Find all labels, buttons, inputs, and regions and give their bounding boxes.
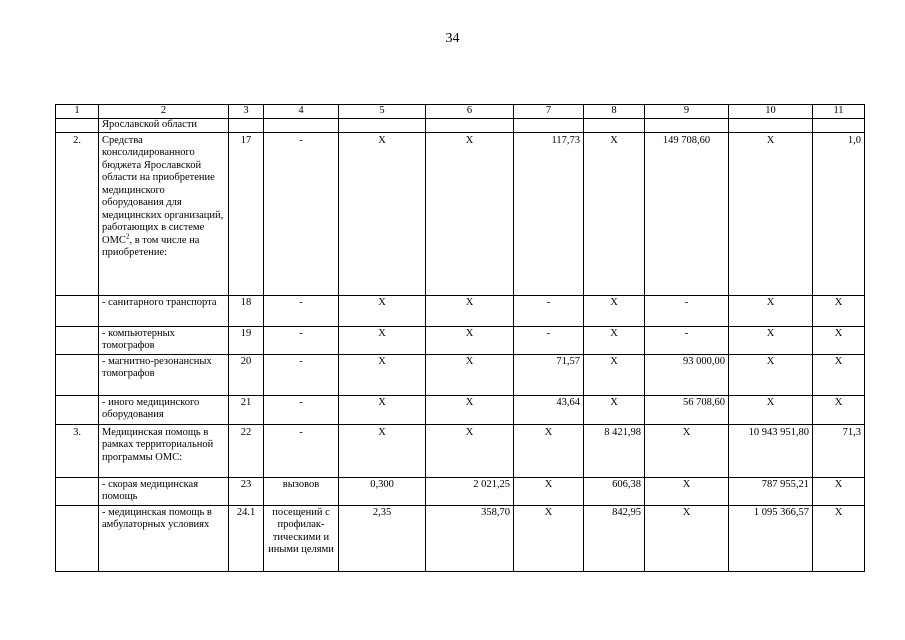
table-cell: X xyxy=(584,132,645,295)
table-cell: 0,300 xyxy=(339,477,426,505)
table-cell xyxy=(729,118,813,132)
table-cell: 117,73 xyxy=(514,132,584,295)
header-cell: 9 xyxy=(645,105,729,119)
table-cell: 21 xyxy=(229,395,264,424)
table-cell: X xyxy=(729,326,813,354)
header-cell: 5 xyxy=(339,105,426,119)
table-cell: - xyxy=(264,395,339,424)
row-number: 3. xyxy=(56,424,99,477)
table-cell xyxy=(56,505,99,571)
table-row xyxy=(56,505,865,571)
table-cell: X xyxy=(645,477,729,505)
table-cell xyxy=(514,118,584,132)
table-cell: X xyxy=(813,505,865,571)
header-cell: 3 xyxy=(229,105,264,119)
row-label: - иного медицинского оборудования xyxy=(99,395,229,424)
table-cell xyxy=(426,118,514,132)
table-cell: X xyxy=(426,354,514,395)
header-cell: 10 xyxy=(729,105,813,119)
table-cell: 2,35 xyxy=(339,505,426,571)
table-cell xyxy=(56,354,99,395)
row-label-tail: , в том числе на приобретение: xyxy=(102,234,200,258)
header-cell: 1 xyxy=(56,105,99,119)
header-cell: 7 xyxy=(514,105,584,119)
table-cell: X xyxy=(339,326,426,354)
table-row xyxy=(56,395,865,424)
row-label: - скорая медицинская помощь xyxy=(99,477,229,505)
table-cell: 10 943 951,80 xyxy=(729,424,813,477)
row-label-text: Средства консолидированного бюджета Ярославской области на приобретение медицинского оборудования для медицинских организаций, работающих в системе ОМС xyxy=(102,134,224,246)
table-cell: X xyxy=(584,326,645,354)
row-label: Медицинская помощь в рамках территориальной программы ОМС: xyxy=(99,424,229,477)
table-cell: X xyxy=(729,395,813,424)
table-cell: X xyxy=(813,326,865,354)
table-cell: X xyxy=(426,424,514,477)
table-cell: 606,38 xyxy=(584,477,645,505)
table-cell: 1,0 xyxy=(813,132,865,295)
table-cell xyxy=(229,118,264,132)
table-cell xyxy=(584,118,645,132)
table-cell xyxy=(645,118,729,132)
table-cell: - xyxy=(264,326,339,354)
table-row xyxy=(56,326,865,354)
header-row xyxy=(56,105,865,119)
table-cell: 71,57 xyxy=(514,354,584,395)
table-cell: 149 708,60 xyxy=(645,132,729,295)
table-row xyxy=(56,295,865,326)
table-cell: X xyxy=(426,132,514,295)
table-cell: 18 xyxy=(229,295,264,326)
table-cell: X xyxy=(645,505,729,571)
table-cell: - xyxy=(514,295,584,326)
table-cell: 787 955,21 xyxy=(729,477,813,505)
table-cell xyxy=(56,295,99,326)
header-cell: 6 xyxy=(426,105,514,119)
header-cell: 8 xyxy=(584,105,645,119)
table-cell: X xyxy=(584,354,645,395)
table-cell: - xyxy=(264,295,339,326)
table-cell: 20 xyxy=(229,354,264,395)
continuation-row xyxy=(56,118,865,132)
table-cell: - xyxy=(264,424,339,477)
footnote-marker: 2 xyxy=(125,232,130,240)
table-cell: X xyxy=(813,354,865,395)
budget-table xyxy=(55,104,865,572)
table-cell: X xyxy=(339,295,426,326)
table-cell: 1 095 366,57 xyxy=(729,505,813,571)
table-cell: X xyxy=(813,395,865,424)
table-cell: 43,64 xyxy=(514,395,584,424)
page-number: 34 xyxy=(445,31,460,46)
table-row xyxy=(56,354,865,395)
table-cell: 2 021,25 xyxy=(426,477,514,505)
table-cell: 22 xyxy=(229,424,264,477)
table-cell: X xyxy=(645,424,729,477)
table-cell: X xyxy=(813,477,865,505)
table-cell: 19 xyxy=(229,326,264,354)
row-label xyxy=(99,132,229,295)
table-cell: X xyxy=(339,395,426,424)
table-cell: X xyxy=(339,354,426,395)
table-cell xyxy=(264,118,339,132)
table-cell xyxy=(56,395,99,424)
table-cell: X xyxy=(426,326,514,354)
table-row xyxy=(56,424,865,477)
row-label: - медицинская помощь в амбулаторных условиях xyxy=(99,505,229,571)
table-cell: X xyxy=(514,424,584,477)
table-row xyxy=(56,132,865,295)
table-cell: X xyxy=(426,295,514,326)
table-cell: - xyxy=(645,326,729,354)
table-cell: X xyxy=(584,395,645,424)
table-cell xyxy=(339,118,426,132)
table-row xyxy=(56,477,865,505)
table-cell: X xyxy=(514,505,584,571)
row-number: 2. xyxy=(56,132,99,295)
table-cell: X xyxy=(729,132,813,295)
table-cell: 24.1 xyxy=(229,505,264,571)
table-cell: 56 708,60 xyxy=(645,395,729,424)
table-cell: Ярославской области xyxy=(99,118,229,132)
table-cell xyxy=(56,118,99,132)
table-cell: - xyxy=(645,295,729,326)
table-cell: X xyxy=(729,354,813,395)
header-cell: 11 xyxy=(813,105,865,119)
table-cell: X xyxy=(729,295,813,326)
table-cell: посещений с профилак-тическими и иными целями xyxy=(264,505,339,571)
header-cell: 4 xyxy=(264,105,339,119)
table-cell: - xyxy=(514,326,584,354)
table-cell: - xyxy=(264,132,339,295)
row-label: - санитарного транспорта xyxy=(99,295,229,326)
table-cell xyxy=(56,326,99,354)
row-label: - компьютерных томографов xyxy=(99,326,229,354)
table-cell: X xyxy=(339,424,426,477)
table-cell: X xyxy=(339,132,426,295)
table-cell: 358,70 xyxy=(426,505,514,571)
header-cell: 2 xyxy=(99,105,229,119)
table-cell: вызовов xyxy=(264,477,339,505)
table-cell: 17 xyxy=(229,132,264,295)
table-cell: 23 xyxy=(229,477,264,505)
table-cell: 71,3 xyxy=(813,424,865,477)
table-cell: - xyxy=(264,354,339,395)
table-cell xyxy=(56,477,99,505)
table-cell: X xyxy=(514,477,584,505)
table-cell: X xyxy=(426,395,514,424)
table-cell: X xyxy=(813,295,865,326)
table-cell: 842,95 xyxy=(584,505,645,571)
table-cell: X xyxy=(584,295,645,326)
row-label: - магнитно-резонансных томографов xyxy=(99,354,229,395)
table-cell: 8 421,98 xyxy=(584,424,645,477)
table-cell xyxy=(813,118,865,132)
table-cell: 93 000,00 xyxy=(645,354,729,395)
